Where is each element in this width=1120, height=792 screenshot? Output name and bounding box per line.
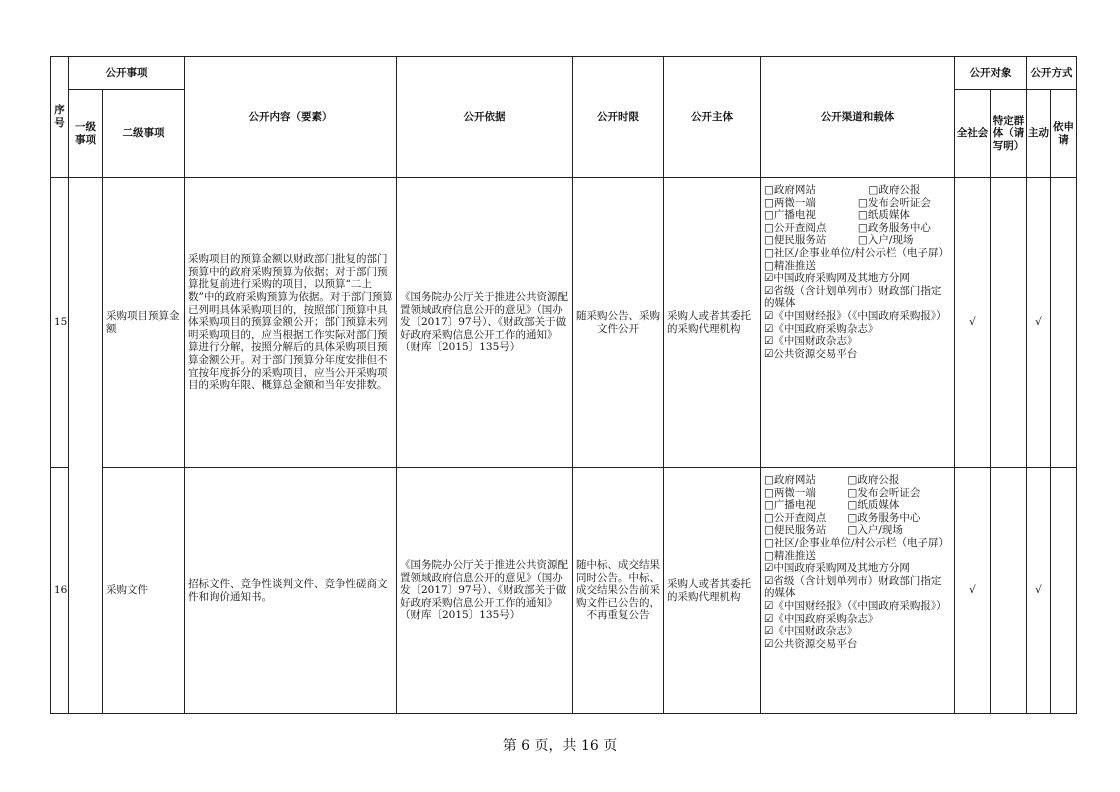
row-mode-request bbox=[1051, 468, 1077, 714]
header-content: 公开内容（要素） bbox=[185, 57, 397, 178]
row-seq: 15 bbox=[51, 178, 69, 468]
row-channels bbox=[761, 178, 955, 468]
channel-item: □两微一端 □发布会听证会 bbox=[764, 196, 931, 209]
channel-item: ☑《中国财经报》（《中国政府采购报》） bbox=[764, 309, 947, 322]
header-mode-group: 公开方式 bbox=[1027, 57, 1077, 90]
channel-item: □精准推送 bbox=[764, 549, 816, 562]
channel-item: ☑《中国财政杂志》 bbox=[764, 335, 858, 348]
channel-item: □便民服务站 □入户/现场 bbox=[764, 234, 914, 247]
channel-item: □精准推送 bbox=[764, 259, 816, 272]
channel-item: □社区/企事业单位/村公示栏（电子屏） bbox=[764, 246, 949, 259]
channel-item: □广播电视 □纸质媒体 bbox=[764, 209, 910, 222]
channel-item: ☑《中国政府采购杂志》 bbox=[764, 612, 879, 625]
row-time-limit: 随中标、成交结果同时公告。中标、成交结果公告前采购文件已公告的，不再重复公告 bbox=[573, 468, 664, 714]
row-target-specific bbox=[991, 468, 1027, 714]
channel-item: □公开查阅点 □政务服务中心 bbox=[764, 511, 921, 524]
channel-item: ☑《中国政府采购杂志》 bbox=[764, 322, 879, 335]
channel-item: ☑中国政府采购网及其地方分网 bbox=[764, 562, 910, 575]
table-row bbox=[51, 468, 1077, 714]
channel-item: ☑《中国财政杂志》 bbox=[764, 625, 858, 638]
header-targets-group: 公开对象 bbox=[955, 57, 1027, 90]
header-subject: 公开主体 bbox=[664, 57, 761, 178]
channel-item: ☑中国政府采购网及其地方分网 bbox=[764, 272, 910, 285]
row-level1 bbox=[69, 178, 103, 714]
row-content: 采购项目的预算金额以财政部门批复的部门预算中的政府采购预算为依据；对于部门预算批复前进行采购的项目，以预算“二上数”中的政府采购预算为依据。对于部门预算已列明具体采购项目的，按照部门预算中具体采购项目的预算金额公开；部门预算未列明采购项目的，应当根据工作实际对部门预算进行分解，按照分解后的具体采购项目预算金额公开。对于部门预算分年度安排但不宜按年度拆分的采购项目，应当公开采购项目的采购年限、概算总金额和当年安排数。 bbox=[185, 178, 397, 468]
row-subject: 采购人或者其委托的采购代理机构 bbox=[664, 178, 761, 468]
channel-item: □便民服务站 □入户/现场 bbox=[764, 524, 903, 537]
row-content: 招标文件、竞争性谈判文件、竞争性磋商文件和询价通知书。 bbox=[185, 468, 397, 714]
channel-item: □广播电视 □纸质媒体 bbox=[764, 499, 900, 512]
row-level2: 采购文件 bbox=[103, 468, 185, 714]
header-target-all: 全社会 bbox=[955, 90, 991, 178]
row-basis: 《国务院办公厅关于推进公共资源配置领域政府信息公开的意见》（国办发〔2017〕97号）、《财政部关于做好政府采购信息公开工作的通知》（财库〔2015〕135号） bbox=[397, 178, 573, 468]
channel-item: □公开查阅点 □政务服务中心 bbox=[764, 221, 931, 234]
page-footer: 第 6 页，共 16 页 bbox=[502, 738, 618, 754]
channel-item: □社区/企事业单位/村公示栏（电子屏） bbox=[764, 536, 949, 549]
table-row bbox=[51, 178, 1077, 468]
header-time-limit: 公开时限 bbox=[573, 57, 664, 178]
header-target-specific: 特定群体（请写明） bbox=[991, 90, 1027, 178]
row-mode-active: √ bbox=[1027, 178, 1051, 468]
channel-item: □两微一端 □发布会听证会 bbox=[764, 486, 921, 499]
channel-item: ☑省级（含计划单列市）财政部门指定的媒体 bbox=[764, 284, 942, 310]
row-mode-active: √ bbox=[1027, 468, 1051, 714]
channel-item: □政府网站 □政府公报 bbox=[764, 184, 921, 196]
channel-item: ☑《中国财经报》（《中国政府采购报》） bbox=[764, 599, 947, 612]
header-mode-active: 主动 bbox=[1027, 90, 1051, 178]
row-basis: 《国务院办公厅关于推进公共资源配置领域政府信息公开的意见》（国办发〔2017〕97号）、《财政部关于做好政府采购信息公开工作的通知》（财库〔2015〕135号） bbox=[397, 468, 573, 714]
row-mode-request bbox=[1051, 178, 1077, 468]
header-level2: 二级事项 bbox=[103, 90, 185, 178]
row-subject: 采购人或者其委托的采购代理机构 bbox=[664, 468, 761, 714]
header-seq: 序号 bbox=[51, 57, 69, 178]
row-time-limit: 随采购公告、采购文件公开 bbox=[573, 178, 664, 468]
row-target-all: √ bbox=[955, 178, 991, 468]
channel-item: ☑公共资源交易平台 bbox=[764, 347, 858, 360]
header-channels: 公开渠道和载体 bbox=[761, 57, 955, 178]
channel-item: ☑省级（含计划单列市）财政部门指定的媒体 bbox=[764, 574, 942, 600]
channel-item: □政府网站 □政府公报 bbox=[764, 474, 900, 486]
row-target-specific bbox=[991, 178, 1027, 468]
header-basis: 公开依据 bbox=[397, 57, 573, 178]
disclosure-table bbox=[50, 56, 1077, 714]
row-channels bbox=[761, 468, 955, 714]
row-seq: 16 bbox=[51, 468, 69, 714]
header-items-group: 公开事项 bbox=[69, 57, 185, 90]
row-target-all: √ bbox=[955, 468, 991, 714]
channel-item: ☑公共资源交易平台 bbox=[764, 637, 858, 650]
header-level1: 一级事项 bbox=[69, 90, 103, 178]
header-mode-request: 依申请 bbox=[1051, 90, 1077, 178]
row-level2: 采购项目预算金额 bbox=[103, 178, 185, 468]
